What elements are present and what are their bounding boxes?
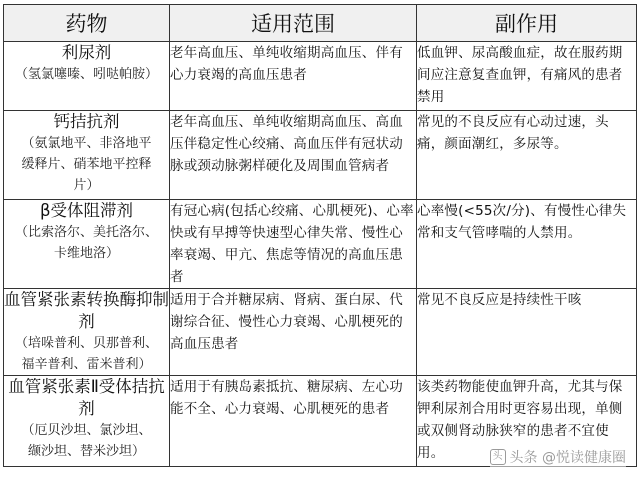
drug-class-cell xyxy=(4,42,170,111)
table-header-row xyxy=(4,5,637,42)
side-effects-cell: 常见的不良反应有心动过速，头痛，颜面潮红，多尿等。 xyxy=(417,111,637,200)
drug-examples: （培哚普利、贝那普利、 xyxy=(14,336,158,351)
drug-class-cell xyxy=(4,376,170,467)
header-indication: 适用范围 xyxy=(170,5,417,42)
drug-examples: 福辛普利、雷米普利） xyxy=(21,357,152,372)
indication-cell: 适用于合并糖尿病、肾病、蛋白尿、代谢综合征、慢性心力衰竭、心肌梗死的高血压患者 xyxy=(170,289,417,376)
watermark-text: 头条 @悦读健康圈 xyxy=(509,450,626,466)
drug-class-cell xyxy=(4,289,170,376)
drug-examples: （比索洛尔、美托洛尔、 xyxy=(14,225,158,240)
indication-cell: 老年高血压、单纯收缩期高血压、伴有心力衰竭的高血压患者 xyxy=(170,42,417,111)
drug-examples: 片） xyxy=(73,178,100,193)
drug-examples: 缓释片、硝苯地平控释 xyxy=(21,157,152,172)
side-effects-cell: 该类药物能使血钾升高，尤其与保钾利尿剂合用时更容易出现，单侧或双侧肾动脉狭窄的患者不宜使用。 xyxy=(417,376,637,467)
drug-examples: 卡维地洛） xyxy=(53,246,119,261)
table-row xyxy=(4,42,637,111)
drug-class-cell xyxy=(4,200,170,289)
drug-examples: （氢氯噻嗪、吲哒帕胺） xyxy=(14,67,158,82)
indication-cell: 老年高血压、单纯收缩期高血压、高血压伴稳定性心绞痛、高血压伴有冠状动脉或颈动脉粥样硬化及周围血管病者 xyxy=(170,111,417,200)
drug-examples: （厄贝沙坦、氯沙坦、 xyxy=(21,423,152,438)
side-effects-cell: 心率慢(<55次/分)、有慢性心律失常和支气管哮喘的人禁用。 xyxy=(417,200,637,289)
drug-class-name: 血管紧张素转换酶抑制剂 xyxy=(4,290,169,331)
antihypertensive-drug-table xyxy=(3,4,637,467)
drug-class-cell xyxy=(4,111,170,200)
table-row xyxy=(4,200,637,289)
header-side-effects: 副作用 xyxy=(417,5,637,42)
drug-class-name: 钙拮抗剂 xyxy=(53,112,120,131)
drug-class-name: 利尿剂 xyxy=(61,43,112,62)
drug-examples: 缬沙坦、替米沙坦） xyxy=(27,444,145,459)
indication-cell: 有冠心病(包括心绞痛、心肌梗死)、心率快或有早搏等快速型心律失常、慢性心率衰竭、甲亢、焦虑等情况的高血压患者 xyxy=(170,200,417,289)
drug-examples: （氨氯地平、非洛地平 xyxy=(21,136,152,151)
toutiao-logo-icon: 头 xyxy=(490,449,506,465)
side-effects-cell: 常见不良反应是持续性干咳 xyxy=(417,289,637,376)
drug-class-name: 血管紧张素Ⅱ受体拮抗剂 xyxy=(8,377,165,418)
header-drug: 药物 xyxy=(4,5,170,42)
table-row xyxy=(4,111,637,200)
table-row xyxy=(4,289,637,376)
watermark xyxy=(490,447,626,467)
side-effects-cell: 低血钾、尿高酸血症，故在服药期间应注意复查血钾，有痛风的患者禁用 xyxy=(417,42,637,111)
indication-cell: 适用于有胰岛素抵抗、糖尿病、左心功能不全、心力衰竭、心肌梗死的患者 xyxy=(170,376,417,467)
drug-class-name: β受体阻滞剂 xyxy=(39,201,134,220)
